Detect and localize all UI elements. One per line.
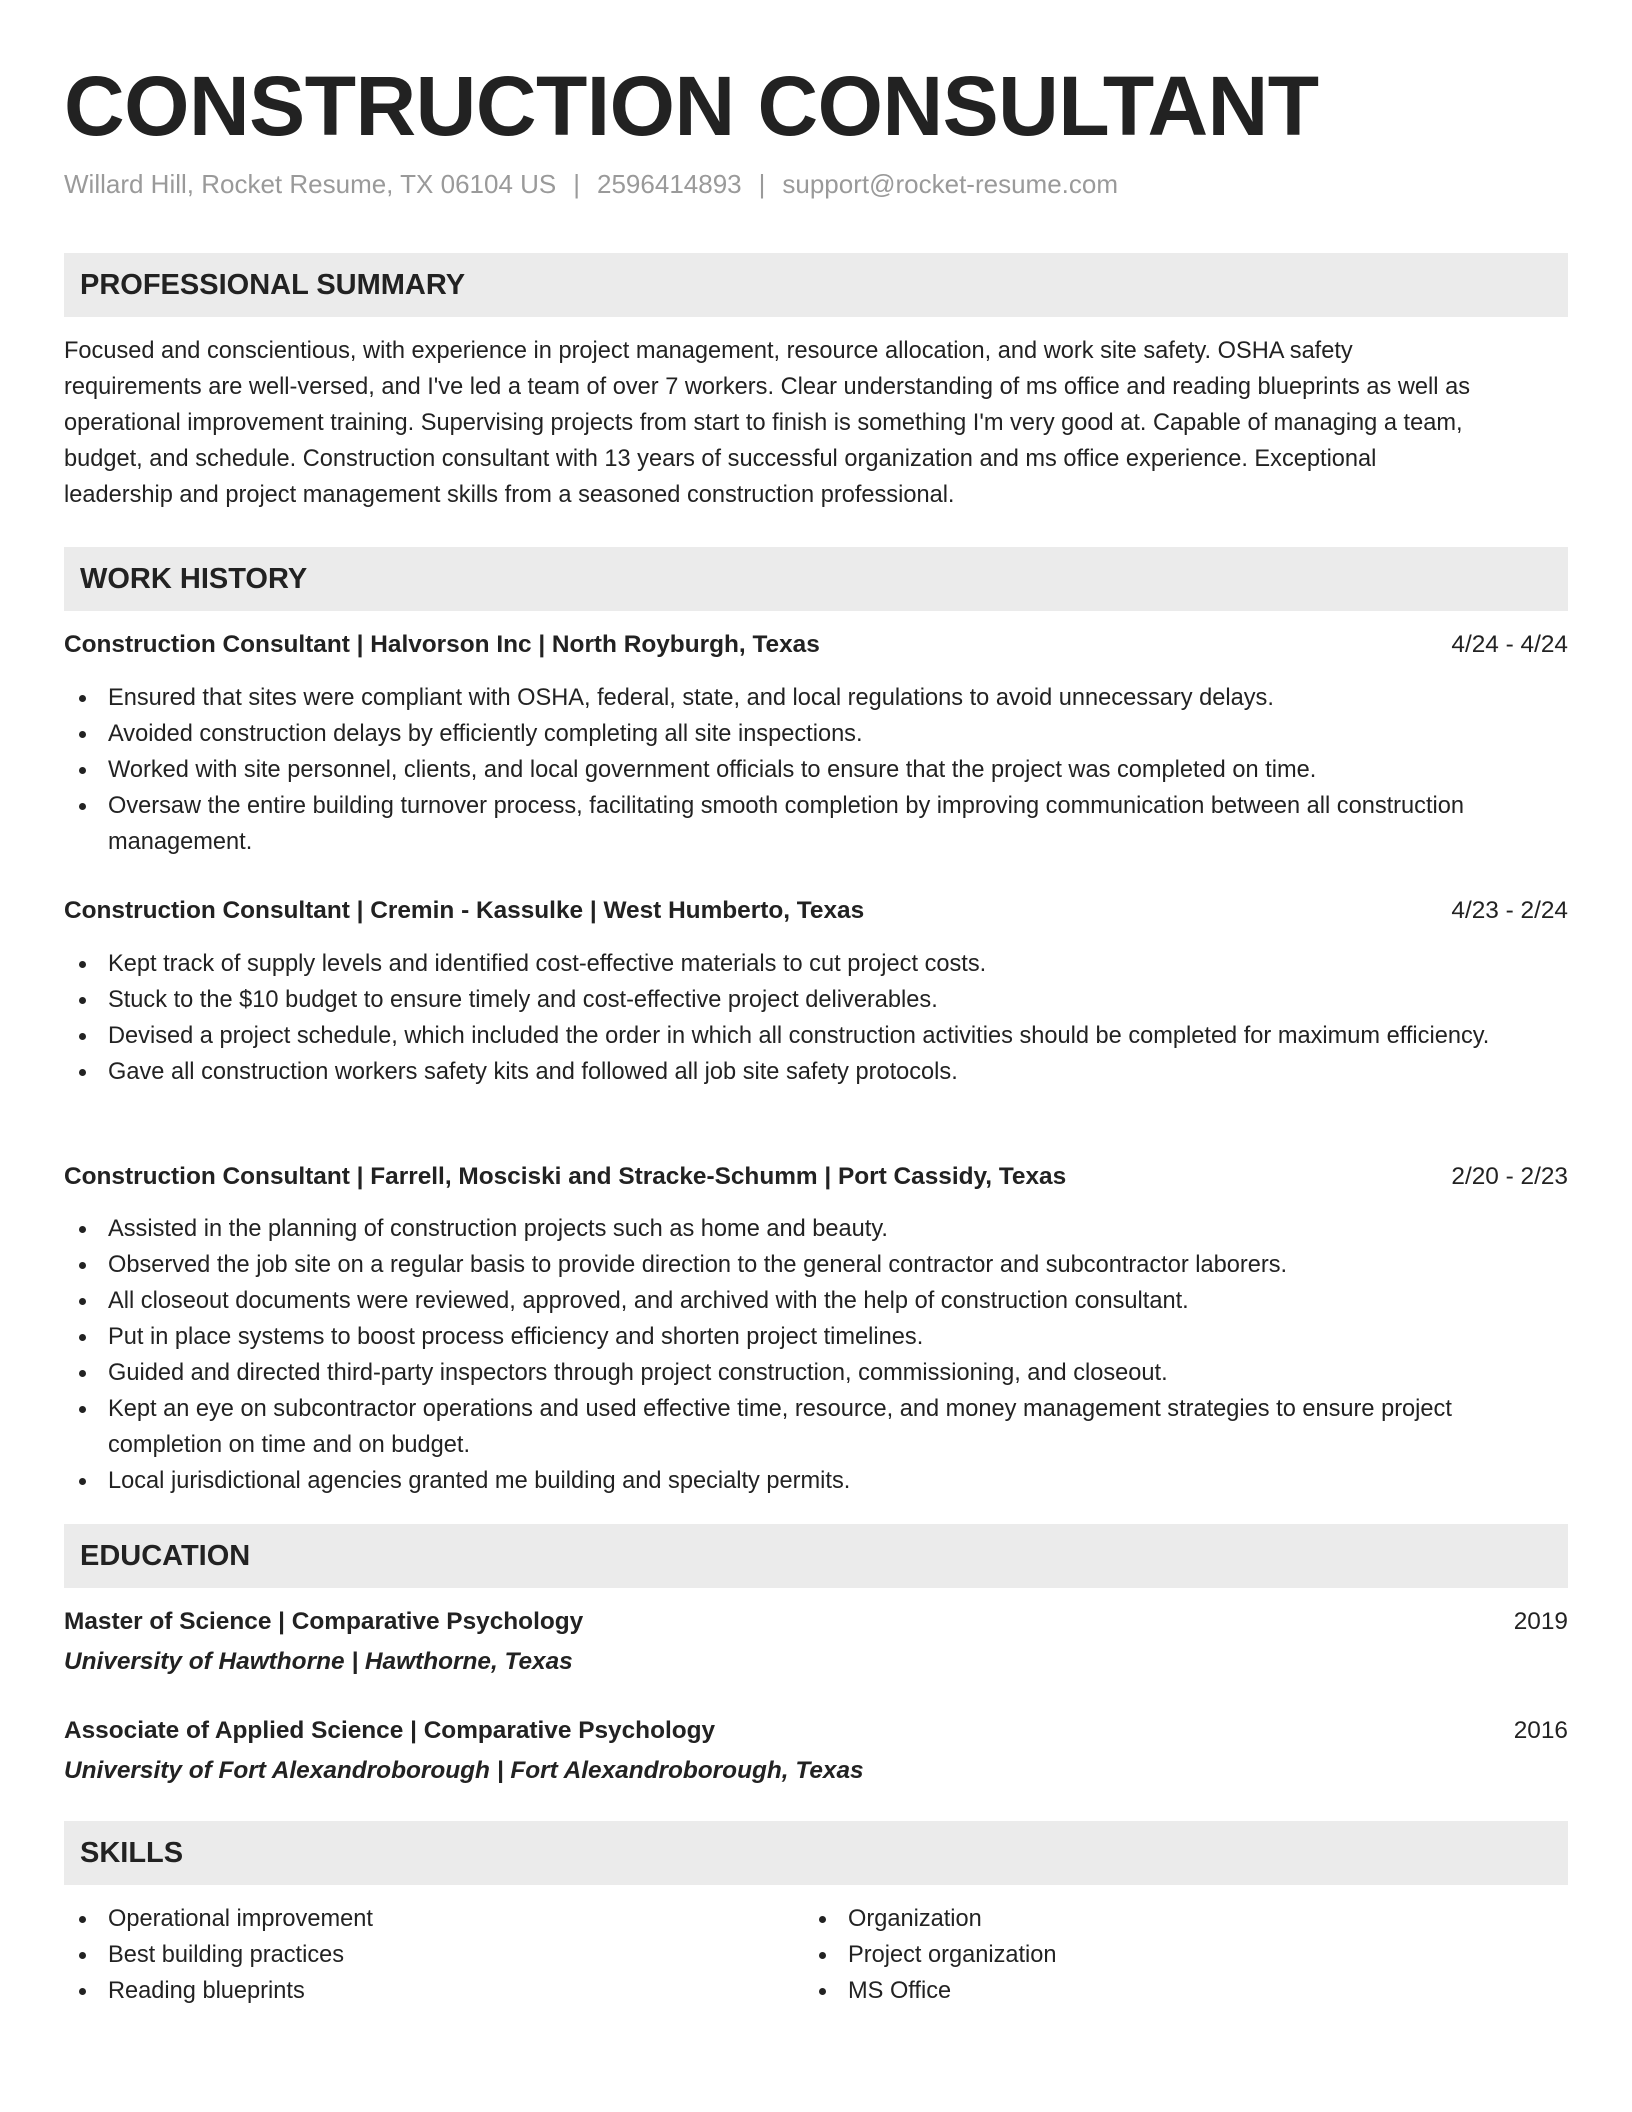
education-header: [64, 1713, 1568, 1749]
list-item: All closeout documents were reviewed, approved, and archived with the help of construction consultant.: [64, 1283, 1568, 1319]
list-item: Worked with site personnel, clients, and local government officials to ensure that the project was completed on time.: [64, 752, 1568, 788]
skills-list-right: [804, 1901, 1632, 2009]
education-school: University of Hawthorne | Hawthorne, Texas: [64, 1648, 573, 1675]
resume-title: CONSTRUCTION CONSULTANT: [64, 59, 1319, 153]
job-dates: 4/23 - 2/24: [1451, 897, 1568, 924]
summary-line: budget, and schedule. Construction consultant with 13 years of successful organization and ms office experience. Exceptional: [64, 446, 1377, 472]
list-item: Kept an eye on subcontractor operations and used effective time, resource, and money management strategies to ensure project completion on time and on budget.: [64, 1391, 1568, 1463]
list-item: Oversaw the entire building turnover process, facilitating smooth completion by improving communication between all construction management.: [64, 788, 1568, 860]
job-bullet-list: [64, 946, 1568, 1090]
list-item: Operational improvement: [64, 1901, 1568, 1937]
job-dates: 2/20 - 2/23: [1451, 1163, 1568, 1190]
list-item: Assisted in the planning of construction projects such as home and beauty.: [64, 1211, 1568, 1247]
job-header: [64, 893, 1568, 929]
contact-separator: |: [758, 169, 766, 199]
summary-line: operational improvement training. Supervising projects from start to finish is something I'm very good at. Capable of managing a team,: [64, 410, 1463, 436]
summary-line: Focused and conscientious, with experience in project management, resource allocation, and work site safety. OSHA safety: [64, 338, 1353, 364]
job-title: Construction Consultant | Cremin - Kassulke | West Humberto, Texas: [64, 897, 865, 924]
contact-email[interactable]: support@rocket-resume.com: [782, 169, 1119, 199]
job-title: Construction Consultant | Halvorson Inc | North Royburgh, Texas: [64, 631, 820, 658]
list-item: Ensured that sites were compliant with OSHA, federal, state, and local regulations to avoid unnecessary delays.: [64, 680, 1568, 716]
section-heading-summary: PROFESSIONAL SUMMARY: [64, 253, 1568, 317]
list-item: Stuck to the $10 budget to ensure timely and cost-effective project deliverables.: [64, 982, 1568, 1018]
section-heading-skills: SKILLS: [64, 1821, 1568, 1885]
list-item: Avoided construction delays by efficiently completing all site inspections.: [64, 716, 1568, 752]
list-item: Local jurisdictional agencies granted me building and specialty permits.: [64, 1463, 1568, 1499]
education-header: [64, 1604, 1568, 1640]
contact-separator: |: [573, 169, 581, 199]
job-bullet-list: [64, 1211, 1568, 1499]
job-bullet-list: [64, 680, 1568, 860]
list-item: Observed the job site on a regular basis to provide direction to the general contractor and subcontractor laborers.: [64, 1247, 1568, 1283]
section-heading-education: EDUCATION: [64, 1524, 1568, 1588]
education-degree: Associate of Applied Science | Comparative Psychology: [64, 1717, 716, 1744]
summary-line: requirements are well-versed, and I've led a team of over 7 workers. Clear understanding of ms office and reading blueprints as well as: [64, 374, 1470, 400]
education-degree: Master of Science | Comparative Psychology: [64, 1608, 584, 1635]
section-heading-work-history: WORK HISTORY: [64, 547, 1568, 611]
contact-line: [64, 164, 1118, 204]
list-item: Project organization: [804, 1937, 1632, 1973]
job-dates: 4/24 - 4/24: [1451, 631, 1568, 658]
contact-address: Willard Hill, Rocket Resume, TX 06104 US: [64, 169, 557, 199]
job-title: Construction Consultant | Farrell, Mosciski and Stracke-Schumm | Port Cassidy, Texas: [64, 1163, 1067, 1190]
contact-phone: 2596414893: [597, 169, 742, 199]
list-item: Kept track of supply levels and identified cost-effective materials to cut project costs.: [64, 946, 1568, 982]
job-header: [64, 627, 1568, 663]
summary-line: leadership and project management skills from a seasoned construction professional.: [64, 482, 955, 508]
job-header: [64, 1159, 1568, 1195]
education-year: 2016: [1513, 1717, 1568, 1744]
list-item: Gave all construction workers safety kits and followed all job site safety protocols.: [64, 1054, 1568, 1090]
summary-paragraph: [64, 333, 1568, 513]
education-year: 2019: [1513, 1608, 1568, 1635]
education-school: University of Fort Alexandroborough | Fort Alexandroborough, Texas: [64, 1757, 864, 1784]
list-item: MS Office: [804, 1973, 1632, 2009]
list-item: Best building practices: [64, 1937, 1568, 1973]
list-item: Guided and directed third-party inspectors through project construction, commissioning, and closeout.: [64, 1355, 1568, 1391]
list-item: Organization: [804, 1901, 1632, 1937]
list-item: Reading blueprints: [64, 1973, 1568, 2009]
list-item: Put in place systems to boost process efficiency and shorten project timelines.: [64, 1319, 1568, 1355]
list-item: Devised a project schedule, which included the order in which all construction activities should be completed for maximum efficiency.: [64, 1018, 1568, 1054]
